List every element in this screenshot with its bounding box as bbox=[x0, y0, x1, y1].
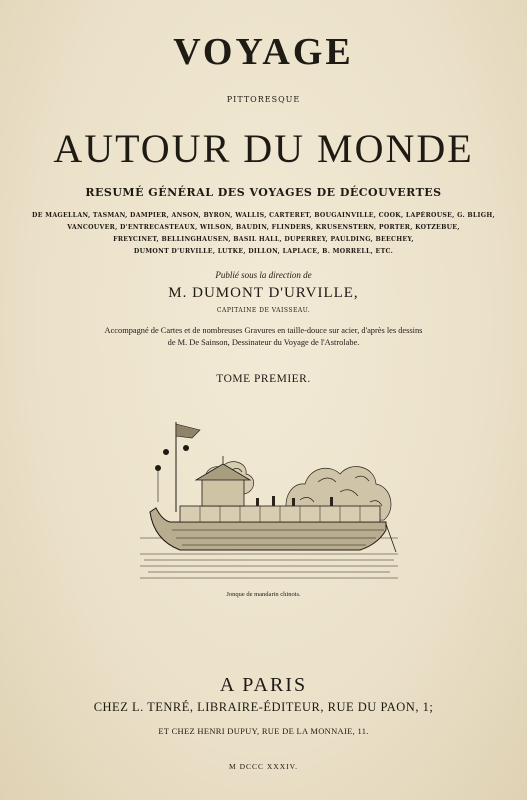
title-autour-du-monde: AUTOUR DU MONDE bbox=[53, 126, 474, 171]
editor-name: M. DUMONT D'URVILLE, bbox=[168, 285, 359, 301]
illustration-note-line1: Accompagné de Cartes et de nombreuses Gravures en taille-douce sur acier, d'après les dessins bbox=[104, 326, 423, 335]
explorer-names-line: DE MAGELLAN, TASMAN, DAMPIER, ANSON, BYRON, WALLIS, CARTERET, BOUGAINVILLE, COOK, LAPÉROUSE, G. BLIGH, bbox=[32, 212, 495, 219]
illustration-note-line2: de M. De Sainson, Dessinateur du Voyage de l'Astrolabe. bbox=[167, 338, 360, 347]
title-pittoresque: PITTORESQUE bbox=[226, 95, 301, 104]
published-under: Publié sous la direction de bbox=[215, 270, 312, 280]
explorer-names-line: FREYCINET, BELLINGHAUSEN, BASIL HALL, DUPERREY, PAULDING, BEECHEY, bbox=[113, 236, 414, 243]
subtitle-resume: RESUMÉ GÉNÉRAL DES VOYAGES DE DÉCOUVERTES bbox=[85, 186, 442, 199]
imprint-date: M DCCC XXXIV. bbox=[229, 762, 298, 771]
title-voyage: VOYAGE bbox=[173, 31, 354, 73]
editor-rank: CAPITAINE DE VAISSEAU. bbox=[216, 307, 311, 314]
junk-engraving bbox=[140, 412, 398, 586]
imprint-publisher: CHEZ L. TENRÉ, LIBRAIRE-ÉDITEUR, RUE DU PAON, 1; bbox=[93, 700, 434, 714]
imprint-second-publisher: ET CHEZ HENRI DUPUY, RUE DE LA MONNAIE, 11. bbox=[158, 726, 369, 736]
engraving-caption: Jonque de mandarin chinois. bbox=[226, 591, 301, 598]
imprint-city: A PARIS bbox=[219, 674, 308, 696]
explorer-names-line: VANCOUVER, D'ENTRECASTEAUX, WILSON, BAUDIN, FLINDERS, KRUSENSTERN, PORTER, KOTZEBUE, bbox=[67, 224, 460, 231]
volume-label: TOME PREMIER. bbox=[216, 373, 311, 385]
explorer-names-line: DUMONT D'URVILLE, LUTKE, DILLON, LAPLACE, B. MORRELL, ETC. bbox=[133, 248, 394, 255]
